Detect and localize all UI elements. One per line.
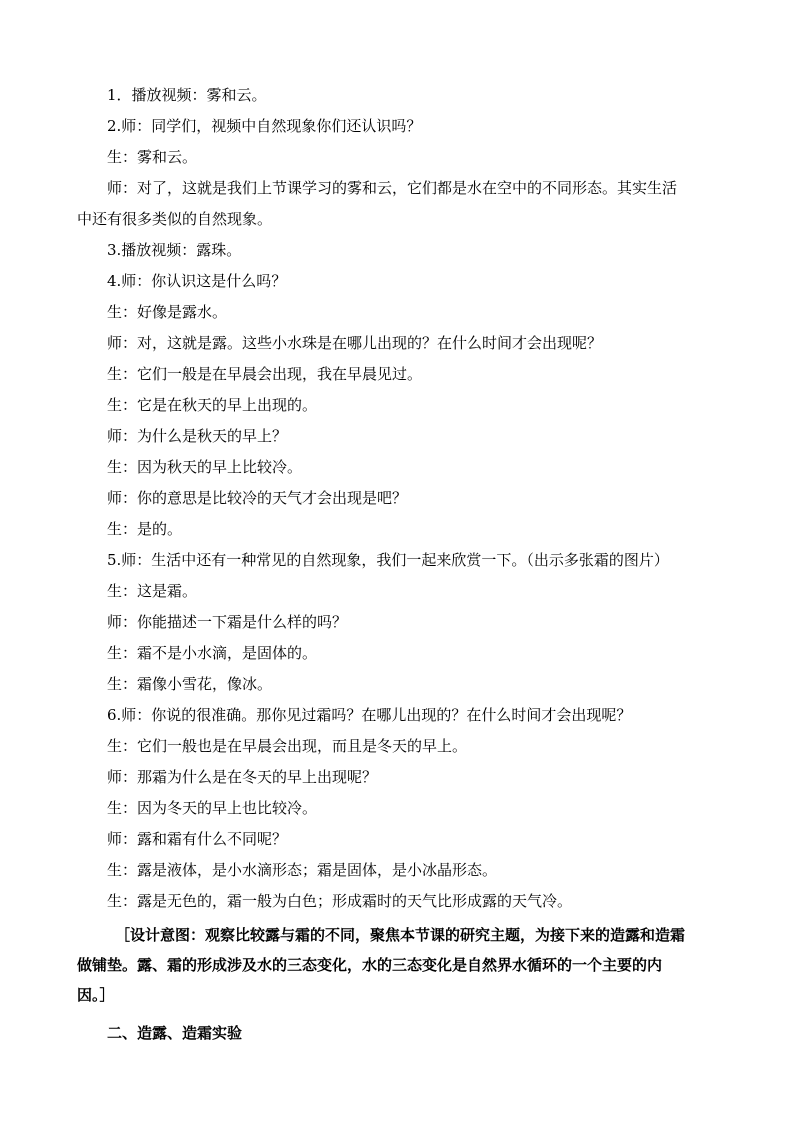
- design-note-line: 做铺垫。露、霜的形成涉及水的三态变化，水的三态变化是自然界水循环的一个主要的内: [77, 956, 663, 974]
- design-note-line: 因。］: [77, 986, 115, 1004]
- text-line: 师：对了，这就是我们上节课学习的雾和云，它们都是水在空中的不同形态。其实生活: [107, 179, 678, 197]
- text-line: 生：雾和云。: [107, 148, 198, 166]
- text-line: 生：因为冬天的早上也比较冷。: [107, 799, 318, 817]
- text-line: 生：它们一般是在早晨会出现，我在早晨见过。: [107, 365, 423, 383]
- text-line: 生：好像是露水。: [107, 303, 228, 321]
- text-line: 生：它是在秋天的早上出现的。: [107, 396, 318, 414]
- text-line: 生：因为秋天的早上比较冷。: [107, 458, 303, 476]
- text-line: 师：那霜为什么是在冬天的早上出现呢？: [107, 768, 378, 786]
- text-line: 生：露是液体，是小水滴形态；霜是固体，是小冰晶形态。: [107, 861, 498, 879]
- text-line: 中还有很多类似的自然现象。: [77, 210, 273, 228]
- text-line: 生：霜不是小水滴，是固体的。: [107, 644, 318, 662]
- text-line: 3.播放视频：露珠。: [107, 241, 242, 259]
- section-heading: 二、造露、造霜实验: [107, 1024, 243, 1042]
- text-line: 2.师：同学们，视频中自然现象你们还认识吗？: [107, 117, 422, 135]
- text-line: 4.师：你认识这是什么吗？: [107, 272, 287, 290]
- text-line: 生：这是霜。: [107, 582, 198, 600]
- text-line: 师：露和霜有什么不同呢？: [107, 830, 288, 848]
- text-line: 师：你能描述一下霜是什么样的吗？: [107, 613, 348, 631]
- text-line: 6.师：你说的很准确。那你见过霜吗？在哪儿出现的？在什么时间才会出现呢？: [107, 706, 632, 724]
- dialogue-text: [77, 80, 707, 917]
- text-line: 生：霜像小雪花，像冰。: [107, 675, 273, 693]
- text-line: 1．播放视频：雾和云。: [107, 86, 267, 104]
- text-line: 师：你的意思是比较冷的天气才会出现是吧？: [107, 489, 408, 507]
- design-note-line: ［设计意图：观察比较露与霜的不同，聚焦本节课的研究主题，为接下来的造露和造霜: [115, 926, 686, 944]
- design-intent-note: [77, 920, 715, 1010]
- text-line: 师：对，这就是露。这些小水珠是在哪儿出现的？在什么时间才会出现呢？: [107, 334, 603, 352]
- text-line: 生：它们一般也是在早晨会出现，而且是冬天的早上。: [107, 737, 468, 755]
- text-line: 5.师：生活中还有一种常见的自然现象，我们一起来欣赏一下。（出示多张霜的图片）: [107, 551, 669, 569]
- text-line: 师：为什么是秋天的早上？: [107, 427, 288, 445]
- text-line: 生：是的。: [107, 520, 183, 538]
- text-line: 生：露是无色的，霜一般为白色；形成霜时的天气比形成露的天气冷。: [107, 892, 573, 910]
